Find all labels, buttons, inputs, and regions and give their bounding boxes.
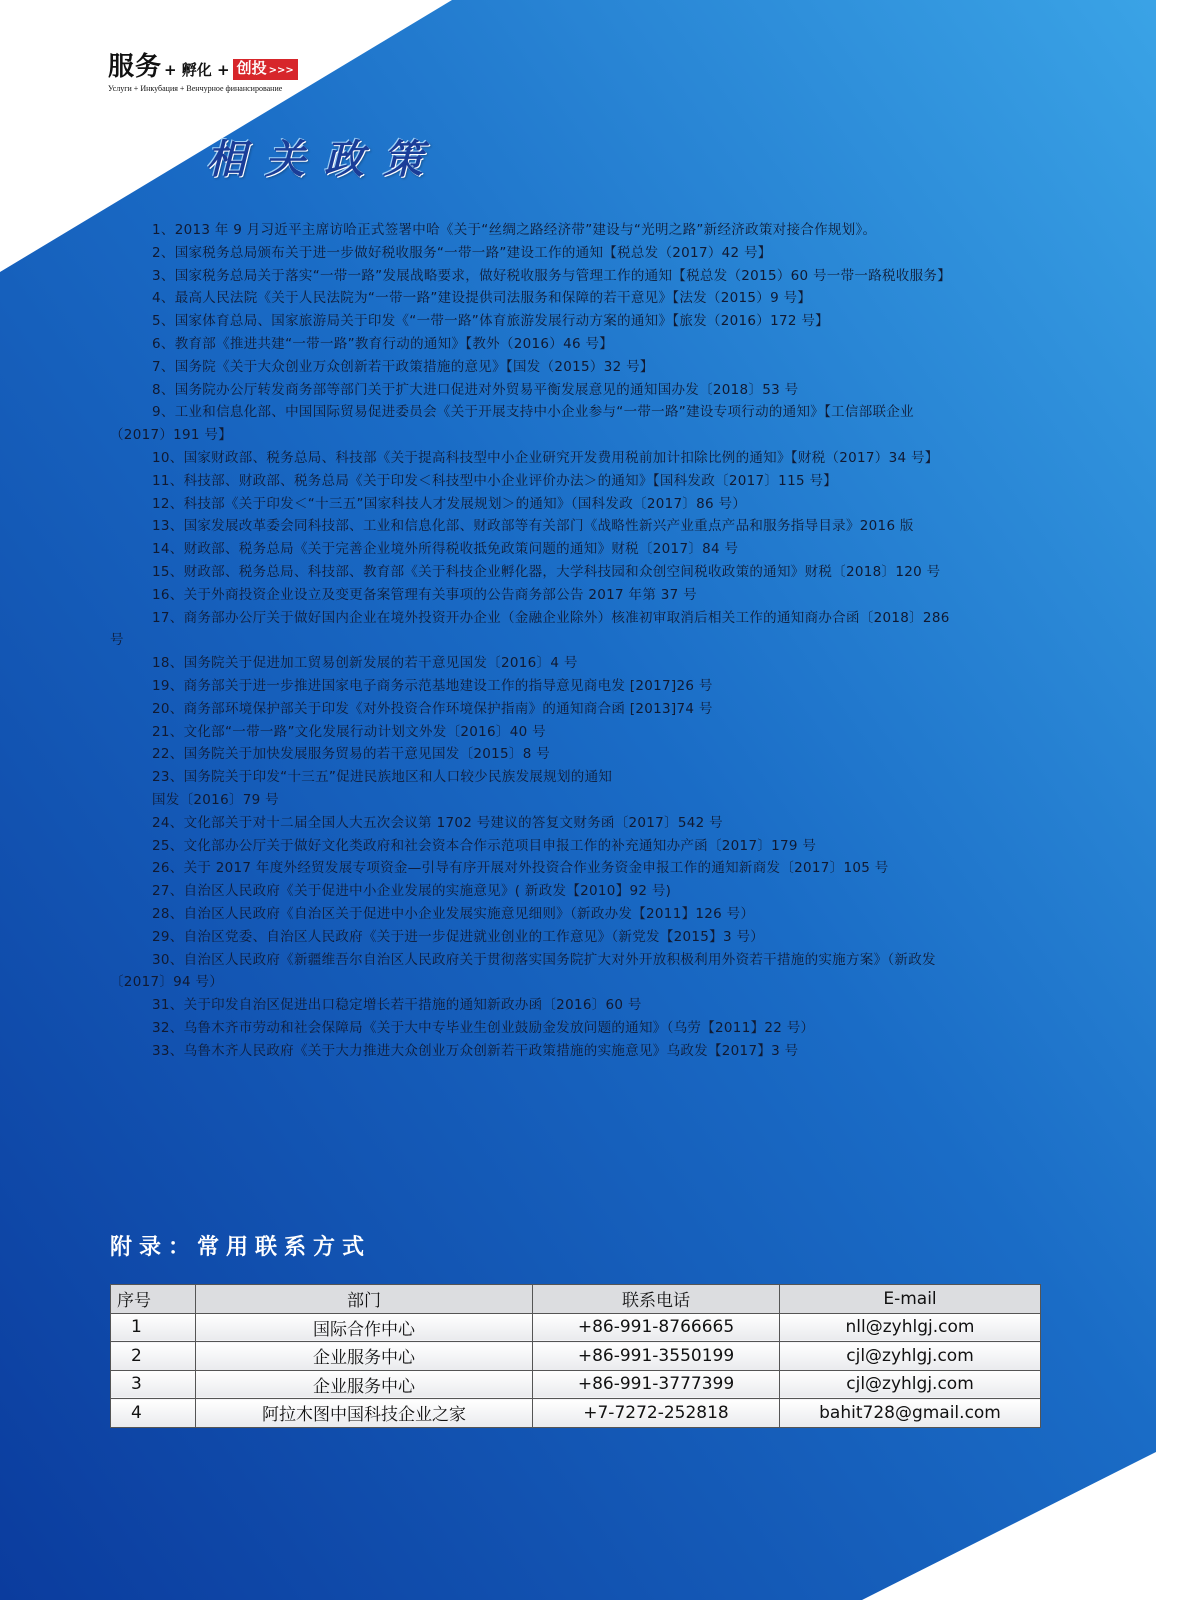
logo-subtitle: Услуги + Инкубация + Венчурное финансирование: [108, 84, 283, 93]
cell-phone: +86-991-3550199: [533, 1342, 780, 1371]
policy-item: 31、关于印发自治区促进出口稳定增长若干措施的通知新政办函〔2016〕60 号: [152, 997, 642, 1014]
policy-item: 30、自治区人民政府《新疆维吾尔自治区人民政府关于贯彻落实国务院扩大对外开放积极利用外资若干措施的实施方案》（新政发〔2017〕94 号）: [110, 951, 936, 991]
policy-item: 3、国家税务总局关于落实“一带一路”发展战略要求，做好税收服务与管理工作的通知【税总发（2015）60 号一带一路税收服务】: [152, 267, 952, 284]
table-row: [111, 1370, 1041, 1399]
policy-item: 2、国家税务总局颁布关于进一步做好税收服务“一带一路”建设工作的通知【税总发（2017）42 号】: [152, 244, 772, 261]
column-header-phone: 联系电话: [533, 1285, 780, 1314]
policy-item: 17、商务部办公厅关于做好国内企业在境外投资开办企业（金融企业除外）核准初审取消后相关工作的通知商办合函〔2018〕286 号: [110, 609, 950, 649]
cell-email: cjl@zyhlgj.com: [780, 1370, 1041, 1399]
appendix-title: 附录：常用联系方式: [110, 1235, 372, 1260]
policy-item: 5、国家体育总局、国家旅游局关于印发《“一带一路”体育旅游发展行动方案的通知》【旅发（2016）172 号】: [152, 313, 829, 330]
cell-phone: +86-991-3777399: [533, 1370, 780, 1399]
policy-item: 6、教育部《推进共建“一带一路”教育行动的通知》【教外（2016）46 号】: [152, 335, 614, 352]
cell-number: 4: [111, 1399, 196, 1428]
column-header-department: 部门: [196, 1285, 533, 1314]
policy-item: 4、最高人民法院《关于人民法院为“一带一路”建设提供司法服务和保障的若干意见》【法发（2015）9 号】: [152, 290, 812, 307]
logo-red-text: 创投: [236, 59, 267, 77]
cell-email: bahit728@gmail.com: [780, 1399, 1041, 1428]
policy-item: 23、国务院关于印发“十三五”促进民族地区和人口较少民族发展规划的通知: [152, 769, 613, 786]
policy-item: 国发〔2016〕79 号: [152, 791, 279, 808]
policy-item: 7、国务院《关于大众创业万众创新若干政策措施的意见》【国发（2015）32 号】: [152, 358, 654, 375]
cell-email: nll@zyhlgj.com: [780, 1313, 1041, 1342]
policy-item: 26、关于 2017 年度外经贸发展专项资金—引导有序开展对外投资合作业务资金申报工作的通知新商发〔2017〕105 号: [152, 860, 889, 877]
cell-email: cjl@zyhlgj.com: [780, 1342, 1041, 1371]
cell-number: 1: [111, 1313, 196, 1342]
cell-department: 国际合作中心: [196, 1313, 533, 1342]
page-title: 相关政策: [206, 137, 442, 183]
policy-item: 20、商务部环境保护部关于印发《对外投资合作环境保护指南》的通知商合函 [2013]74 号: [152, 700, 713, 717]
policy-item: 19、商务部关于进一步推进国家电子商务示范基地建设工作的指导意见商电发 [2017]26 号: [152, 677, 713, 694]
cell-department: 企业服务中心: [196, 1342, 533, 1371]
cell-department: 企业服务中心: [196, 1370, 533, 1399]
cell-number: 3: [111, 1370, 196, 1399]
policy-item: 11、科技部、财政部、税务总局《关于印发＜科技型中小企业评价办法＞的通知》【国科发政〔2017〕115 号】: [152, 472, 838, 489]
column-header-number: 序号: [111, 1285, 196, 1314]
policy-item: 27、自治区人民政府《关于促进中小企业发展的实施意见》( 新政发【2010】92 号): [152, 883, 672, 900]
table-row: [111, 1313, 1041, 1342]
policy-item: 25、文化部办公厅关于做好文化类政府和社会资本合作示范项目申报工作的补充通知办产函〔2017〕179 号: [152, 837, 817, 854]
policy-item: 24、文化部关于对十二届全国人大五次会议第 1702 号建议的答复文财务函〔2017〕542 号: [152, 814, 723, 831]
logo-arrows: >>>: [268, 65, 294, 76]
logo-main-text: 服务: [108, 52, 163, 82]
policy-item: 16、关于外商投资企业设立及变更备案管理有关事项的公告商务部公告 2017 年第 37 号: [152, 586, 697, 603]
column-header-email: E-mail: [780, 1285, 1041, 1314]
table-row: [111, 1399, 1041, 1428]
cell-department: 阿拉木图中国科技企业之家: [196, 1399, 533, 1428]
policy-item: 1、2013 年 9 月习近平主席访哈正式签署中哈《关于“丝绸之路经济带”建设与“光明之路”新经济政策对接合作规划》。: [152, 222, 877, 238]
policy-item: 21、文化部“一带一路”文化发展行动计划文外发〔2016〕40 号: [152, 723, 546, 740]
cell-number: 2: [111, 1342, 196, 1371]
cell-phone: +7-7272-252818: [533, 1399, 780, 1428]
logo-plus-text: + 孵化 +: [164, 61, 230, 79]
logo-red-badge: [233, 59, 298, 80]
policy-item: 18、国务院关于促进加工贸易创新发展的若干意见国发〔2016〕4 号: [152, 655, 578, 672]
policy-item: 14、财政部、税务总局《关于完善企业境外所得税收抵免政策问题的通知》财税〔2017〕84 号: [152, 541, 739, 558]
policy-item: 28、自治区人民政府《自治区关于促进中小企业发展实施意见细则》（新政办发【2011】126 号）: [152, 905, 755, 922]
table-header-row: [111, 1285, 1041, 1314]
policy-item: 9、工业和信息化部、中国国际贸易促进委员会《关于开展支持中小企业参与“一带一路”建设专项行动的通知》【工信部联企业（2017）191 号】: [110, 404, 914, 444]
contacts-table: [110, 1284, 1041, 1428]
policy-item: 32、乌鲁木齐市劳动和社会保障局《关于大中专毕业生创业鼓励金发放问题的通知》（乌劳【2011】22 号）: [152, 1019, 815, 1036]
policy-item: 33、乌鲁木齐人民政府《关于大力推进大众创业万众创新若干政策措施的实施意见》乌政发【2017】3 号: [152, 1042, 799, 1059]
policy-item: 13、国家发展改革委会同科技部、工业和信息化部、财政部等有关部门《战略性新兴产业重点产品和服务指导目录》2016 版: [152, 518, 914, 535]
policy-list: [110, 219, 962, 1062]
policy-item: 12、科技部《关于印发＜“十三五”国家科技人才发展规划＞的通知》（国科发政〔2017〕86 号）: [152, 495, 747, 512]
policy-item: 29、自治区党委、自治区人民政府《关于进一步促进就业创业的工作意见》（新党发【2015】3 号）: [152, 928, 765, 945]
table-row: [111, 1342, 1041, 1371]
brand-logo: [108, 46, 298, 93]
policy-item: 22、国务院关于加快发展服务贸易的若干意见国发〔2015〕8 号: [152, 746, 551, 763]
policy-item: 15、财政部、税务总局、科技部、教育部《关于科技企业孵化器，大学科技园和众创空间税收政策的通知》财税〔2018〕120 号: [152, 563, 941, 580]
policy-item: 10、国家财政部、税务总局、科技部《关于提高科技型中小企业研究开发费用税前加计扣除比例的通知》【财税（2017）34 号】: [152, 449, 939, 466]
policy-item: 8、国务院办公厅转发商务部等部门关于扩大进口促进对外贸易平衡发展意见的通知国办发〔2018〕53 号: [152, 381, 799, 398]
cell-phone: +86-991-8766665: [533, 1313, 780, 1342]
